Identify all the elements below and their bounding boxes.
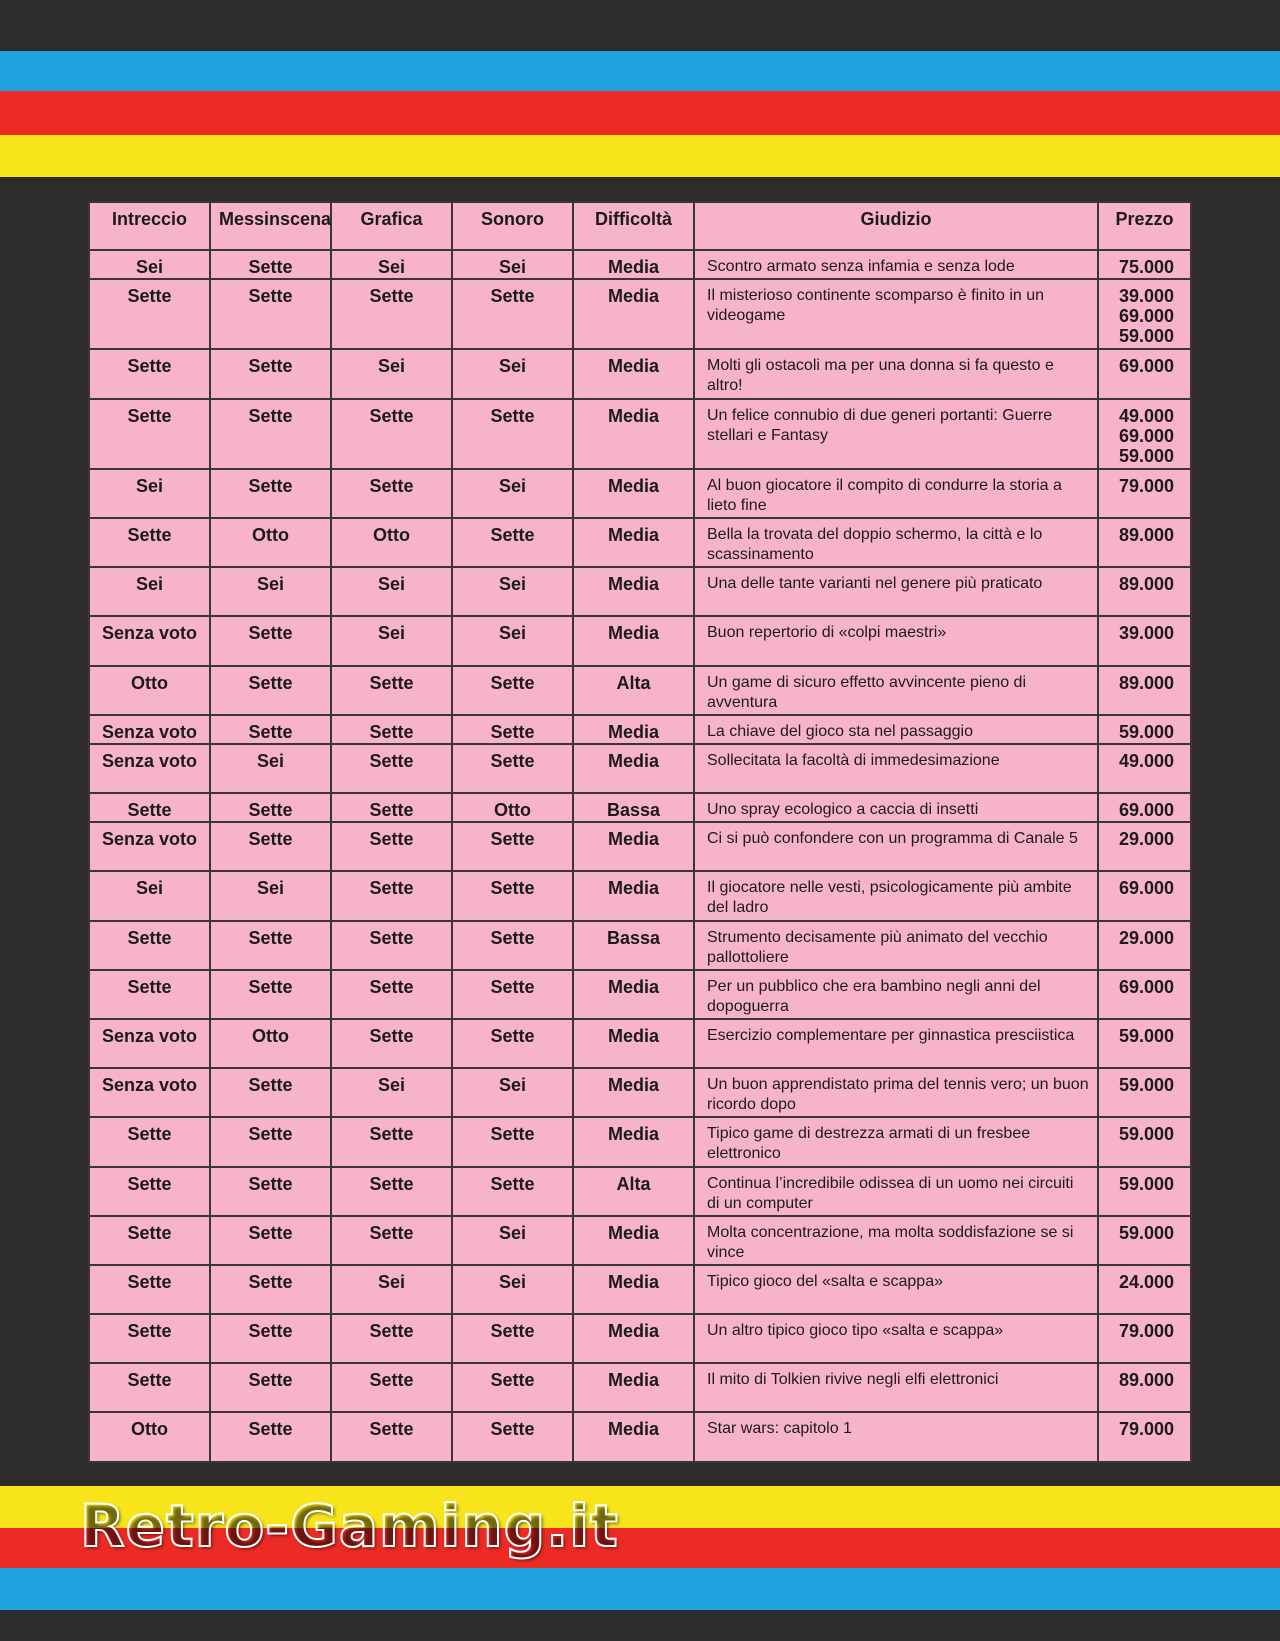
cell-prezzo bbox=[1098, 567, 1191, 616]
cell-intreccio: Sette bbox=[89, 1216, 210, 1265]
cell-messinscena: Sette bbox=[210, 469, 331, 518]
cell-difficolta: Media bbox=[573, 279, 694, 349]
cell-intreccio: Sette bbox=[89, 1265, 210, 1314]
watermark-logo: Retro-Gaming.it bbox=[80, 1492, 619, 1560]
cell-prezzo bbox=[1098, 1216, 1191, 1265]
cell-giudizio: Star wars: capitolo 1 bbox=[694, 1412, 1098, 1462]
cell-sonoro: Sette bbox=[452, 1117, 573, 1166]
cell-giudizio: Ci si può confondere con un programma di Canale 5 bbox=[694, 822, 1098, 871]
cell-grafica: Sette bbox=[331, 921, 452, 970]
cell-grafica: Sei bbox=[331, 349, 452, 398]
table-row bbox=[89, 349, 1191, 398]
price-value: 69.000 bbox=[1118, 976, 1174, 997]
cell-giudizio: Sollecitata la facoltà di immedesimazione bbox=[694, 744, 1098, 793]
cell-difficolta: Media bbox=[573, 1019, 694, 1068]
cell-messinscena: Sette bbox=[210, 1412, 331, 1462]
cell-giudizio: Il mito di Tolkien rivive negli elfi elettronici bbox=[694, 1363, 1098, 1412]
cell-giudizio: Il misterioso continente scomparso è finito in un videogame bbox=[694, 279, 1098, 349]
cell-sonoro: Sette bbox=[452, 822, 573, 871]
table-row bbox=[89, 1265, 1191, 1314]
price-value: 69.000 bbox=[1118, 356, 1174, 377]
cell-grafica: Sette bbox=[331, 1019, 452, 1068]
cell-difficolta: Bassa bbox=[573, 793, 694, 822]
cell-grafica: Sei bbox=[331, 250, 452, 279]
cell-grafica: Sette bbox=[331, 279, 452, 349]
price-value: 59.000 bbox=[1118, 1025, 1174, 1046]
cell-grafica: Sette bbox=[331, 666, 452, 715]
price-value: 29.000 bbox=[1118, 927, 1174, 948]
cell-giudizio: Bella la trovata del doppio schermo, la città e lo scassinamento bbox=[694, 518, 1098, 567]
cell-prezzo bbox=[1098, 793, 1191, 822]
cell-giudizio: Un felice connubio di due generi portanti: Guerre stellari e Fantasy bbox=[694, 399, 1098, 469]
cell-giudizio: Un game di sicuro effetto avvincente pieno di avventura bbox=[694, 666, 1098, 715]
cell-sonoro: Sei bbox=[452, 567, 573, 616]
cell-grafica: Sette bbox=[331, 1167, 452, 1216]
cell-sonoro: Sette bbox=[452, 399, 573, 469]
cell-grafica: Sette bbox=[331, 744, 452, 793]
price-value: 59.000 bbox=[1118, 1222, 1174, 1243]
cell-giudizio: Esercizio complementare per ginnastica presciistica bbox=[694, 1019, 1098, 1068]
cell-grafica: Sette bbox=[331, 1314, 452, 1363]
table-row bbox=[89, 518, 1191, 567]
cell-difficolta: Media bbox=[573, 518, 694, 567]
cell-intreccio: Sette bbox=[89, 970, 210, 1019]
cell-sonoro: Sette bbox=[452, 921, 573, 970]
table-row bbox=[89, 1167, 1191, 1216]
bottom-blue-stripe bbox=[0, 1568, 1280, 1610]
table-row bbox=[89, 715, 1191, 744]
cell-intreccio: Sei bbox=[89, 567, 210, 616]
price-value: 59.000 bbox=[1118, 326, 1174, 347]
cell-prezzo bbox=[1098, 349, 1191, 398]
header-sonoro: Sonoro bbox=[452, 202, 573, 250]
table-row bbox=[89, 1412, 1191, 1462]
table-row bbox=[89, 469, 1191, 518]
cell-sonoro: Sei bbox=[452, 250, 573, 279]
cell-giudizio: Tipico game di destrezza armati di un fresbee elettronico bbox=[694, 1117, 1098, 1166]
cell-grafica: Sei bbox=[331, 567, 452, 616]
cell-intreccio: Sette bbox=[89, 1167, 210, 1216]
cell-grafica: Sei bbox=[331, 616, 452, 665]
cell-giudizio: Una delle tante varianti nel genere più praticato bbox=[694, 567, 1098, 616]
cell-messinscena: Sette bbox=[210, 279, 331, 349]
header-intreccio: Intreccio bbox=[89, 202, 210, 250]
cell-messinscena: Sette bbox=[210, 250, 331, 279]
price-value: 39.000 bbox=[1118, 623, 1174, 644]
price-value: 49.000 bbox=[1118, 750, 1174, 771]
cell-sonoro: Sette bbox=[452, 715, 573, 744]
cell-messinscena: Sette bbox=[210, 616, 331, 665]
cell-messinscena: Sette bbox=[210, 399, 331, 469]
price-value: 89.000 bbox=[1118, 672, 1174, 693]
price-value: 75.000 bbox=[1118, 257, 1174, 277]
cell-intreccio: Sette bbox=[89, 1363, 210, 1412]
cell-messinscena: Sette bbox=[210, 666, 331, 715]
cell-messinscena: Sette bbox=[210, 1117, 331, 1166]
cell-difficolta: Media bbox=[573, 822, 694, 871]
price-value: 39.000 bbox=[1118, 286, 1174, 307]
cell-prezzo bbox=[1098, 616, 1191, 665]
cell-messinscena: Sette bbox=[210, 1314, 331, 1363]
cell-difficolta: Alta bbox=[573, 1167, 694, 1216]
cell-intreccio: Senza voto bbox=[89, 744, 210, 793]
cell-difficolta: Media bbox=[573, 970, 694, 1019]
cell-grafica: Sette bbox=[331, 1117, 452, 1166]
table-row bbox=[89, 279, 1191, 349]
cell-sonoro: Sette bbox=[452, 970, 573, 1019]
cell-intreccio: Senza voto bbox=[89, 1068, 210, 1117]
cell-sonoro: Sette bbox=[452, 1167, 573, 1216]
cell-intreccio: Sette bbox=[89, 518, 210, 567]
table-row bbox=[89, 921, 1191, 970]
cell-intreccio: Senza voto bbox=[89, 715, 210, 744]
cell-difficolta: Alta bbox=[573, 666, 694, 715]
cell-prezzo bbox=[1098, 822, 1191, 871]
cell-intreccio: Sette bbox=[89, 279, 210, 349]
header-messinscena: Messinscena bbox=[210, 202, 331, 250]
cell-giudizio: Strumento decisamente più animato del vecchio pallottoliere bbox=[694, 921, 1098, 970]
cell-messinscena: Sette bbox=[210, 1363, 331, 1412]
price-value: 69.000 bbox=[1118, 800, 1174, 821]
cell-giudizio: La chiave del gioco sta nel passaggio bbox=[694, 715, 1098, 744]
price-value: 59.000 bbox=[1118, 1173, 1174, 1194]
cell-messinscena: Sette bbox=[210, 1068, 331, 1117]
cell-prezzo bbox=[1098, 1412, 1191, 1462]
top-yellow-stripe bbox=[0, 135, 1280, 177]
price-value: 89.000 bbox=[1118, 1370, 1174, 1391]
price-value: 24.000 bbox=[1118, 1271, 1174, 1292]
cell-prezzo bbox=[1098, 1117, 1191, 1166]
cell-giudizio: Uno spray ecologico a caccia di insetti bbox=[694, 793, 1098, 822]
cell-messinscena: Sette bbox=[210, 1216, 331, 1265]
cell-sonoro: Sei bbox=[452, 349, 573, 398]
cell-messinscena: Sette bbox=[210, 1167, 331, 1216]
table-row bbox=[89, 744, 1191, 793]
cell-difficolta: Media bbox=[573, 1314, 694, 1363]
cell-giudizio: Continua l’incredibile odissea di un uomo nei circuiti di un computer bbox=[694, 1167, 1098, 1216]
cell-sonoro: Sette bbox=[452, 518, 573, 567]
cell-messinscena: Sei bbox=[210, 871, 331, 920]
cell-grafica: Sette bbox=[331, 715, 452, 744]
cell-messinscena: Sei bbox=[210, 567, 331, 616]
cell-giudizio: Buon repertorio di «colpi maestri» bbox=[694, 616, 1098, 665]
price-value: 69.000 bbox=[1118, 878, 1174, 899]
cell-intreccio: Sette bbox=[89, 921, 210, 970]
cell-sonoro: Sei bbox=[452, 616, 573, 665]
cell-difficolta: Media bbox=[573, 250, 694, 279]
cell-difficolta: Media bbox=[573, 871, 694, 920]
cell-prezzo bbox=[1098, 1314, 1191, 1363]
cell-grafica: Sette bbox=[331, 1363, 452, 1412]
cell-prezzo bbox=[1098, 399, 1191, 469]
cell-prezzo bbox=[1098, 1068, 1191, 1117]
price-value: 69.000 bbox=[1118, 425, 1174, 446]
table-row bbox=[89, 567, 1191, 616]
header-prezzo: Prezzo bbox=[1098, 202, 1191, 250]
cell-prezzo bbox=[1098, 1363, 1191, 1412]
cell-prezzo bbox=[1098, 970, 1191, 1019]
cell-giudizio: Scontro armato senza infamia e senza lode bbox=[694, 250, 1098, 279]
table-row bbox=[89, 1363, 1191, 1412]
cell-sonoro: Otto bbox=[452, 793, 573, 822]
cell-difficolta: Media bbox=[573, 469, 694, 518]
cell-messinscena: Sette bbox=[210, 921, 331, 970]
cell-prezzo bbox=[1098, 1167, 1191, 1216]
cell-prezzo bbox=[1098, 744, 1191, 793]
cell-grafica: Otto bbox=[331, 518, 452, 567]
cell-messinscena: Sette bbox=[210, 970, 331, 1019]
header-difficolta: Difficoltà bbox=[573, 202, 694, 250]
cell-sonoro: Sette bbox=[452, 1314, 573, 1363]
table-row bbox=[89, 793, 1191, 822]
cell-grafica: Sette bbox=[331, 793, 452, 822]
cell-grafica: Sette bbox=[331, 822, 452, 871]
cell-grafica: Sette bbox=[331, 469, 452, 518]
cell-sonoro: Sette bbox=[452, 1363, 573, 1412]
cell-intreccio: Otto bbox=[89, 666, 210, 715]
table-row bbox=[89, 822, 1191, 871]
cell-intreccio: Otto bbox=[89, 1412, 210, 1462]
cell-prezzo bbox=[1098, 1265, 1191, 1314]
price-value: 79.000 bbox=[1118, 1321, 1174, 1342]
table-row bbox=[89, 666, 1191, 715]
cell-difficolta: Media bbox=[573, 616, 694, 665]
cell-messinscena: Otto bbox=[210, 1019, 331, 1068]
table-row bbox=[89, 871, 1191, 920]
cell-grafica: Sei bbox=[331, 1265, 452, 1314]
price-value: 59.000 bbox=[1118, 721, 1174, 742]
price-value: 49.000 bbox=[1118, 405, 1174, 426]
cell-messinscena: Sette bbox=[210, 793, 331, 822]
cell-prezzo bbox=[1098, 921, 1191, 970]
cell-giudizio: Per un pubblico che era bambino negli anni del dopoguerra bbox=[694, 970, 1098, 1019]
cell-intreccio: Senza voto bbox=[89, 822, 210, 871]
cell-difficolta: Bassa bbox=[573, 921, 694, 970]
cell-grafica: Sette bbox=[331, 871, 452, 920]
header-giudizio: Giudizio bbox=[694, 202, 1098, 250]
cell-intreccio: Sei bbox=[89, 871, 210, 920]
table-row bbox=[89, 1068, 1191, 1117]
cell-intreccio: Sette bbox=[89, 399, 210, 469]
cell-intreccio: Sette bbox=[89, 1314, 210, 1363]
cell-messinscena: Sette bbox=[210, 715, 331, 744]
cell-sonoro: Sei bbox=[452, 469, 573, 518]
cell-difficolta: Media bbox=[573, 715, 694, 744]
cell-sonoro: Sette bbox=[452, 871, 573, 920]
cell-prezzo bbox=[1098, 871, 1191, 920]
cell-grafica: Sette bbox=[331, 1412, 452, 1462]
cell-sonoro: Sei bbox=[452, 1265, 573, 1314]
table-row bbox=[89, 399, 1191, 469]
cell-giudizio: Il giocatore nelle vesti, psicologicamente più ambite del ladro bbox=[694, 871, 1098, 920]
cell-intreccio: Senza voto bbox=[89, 616, 210, 665]
cell-sonoro: Sei bbox=[452, 1068, 573, 1117]
table-row bbox=[89, 1216, 1191, 1265]
cell-messinscena: Sette bbox=[210, 349, 331, 398]
table-row bbox=[89, 250, 1191, 279]
cell-difficolta: Media bbox=[573, 399, 694, 469]
cell-prezzo bbox=[1098, 279, 1191, 349]
cell-sonoro: Sette bbox=[452, 1412, 573, 1462]
cell-difficolta: Media bbox=[573, 567, 694, 616]
cell-difficolta: Media bbox=[573, 1068, 694, 1117]
cell-prezzo bbox=[1098, 715, 1191, 744]
cell-giudizio: Tipico gioco del «salta e scappa» bbox=[694, 1265, 1098, 1314]
cell-sonoro: Sette bbox=[452, 666, 573, 715]
price-value: 79.000 bbox=[1118, 475, 1174, 496]
cell-intreccio: Sei bbox=[89, 469, 210, 518]
cell-intreccio: Sette bbox=[89, 793, 210, 822]
table-row bbox=[89, 1314, 1191, 1363]
table-row bbox=[89, 1117, 1191, 1166]
cell-giudizio: Molti gli ostacoli ma per una donna si fa questo e altro! bbox=[694, 349, 1098, 398]
cell-messinscena: Otto bbox=[210, 518, 331, 567]
ratings-table-panel bbox=[88, 201, 1190, 1463]
cell-difficolta: Media bbox=[573, 744, 694, 793]
cell-grafica: Sette bbox=[331, 970, 452, 1019]
cell-sonoro: Sette bbox=[452, 1019, 573, 1068]
cell-difficolta: Media bbox=[573, 1412, 694, 1462]
cell-intreccio: Senza voto bbox=[89, 1019, 210, 1068]
table-row bbox=[89, 1019, 1191, 1068]
cell-messinscena: Sette bbox=[210, 1265, 331, 1314]
cell-difficolta: Media bbox=[573, 1363, 694, 1412]
header-row bbox=[89, 202, 1191, 250]
cell-prezzo bbox=[1098, 1019, 1191, 1068]
cell-giudizio: Un altro tipico gioco tipo «salta e scappa» bbox=[694, 1314, 1098, 1363]
cell-grafica: Sette bbox=[331, 1216, 452, 1265]
cell-intreccio: Sette bbox=[89, 1117, 210, 1166]
table-row bbox=[89, 970, 1191, 1019]
cell-difficolta: Media bbox=[573, 1216, 694, 1265]
price-value: 29.000 bbox=[1118, 829, 1174, 850]
price-value: 59.000 bbox=[1118, 445, 1174, 466]
cell-giudizio: Molta concentrazione, ma molta soddisfazione se si vince bbox=[694, 1216, 1098, 1265]
price-value: 59.000 bbox=[1118, 1124, 1174, 1145]
price-value: 79.000 bbox=[1118, 1419, 1174, 1440]
cell-prezzo bbox=[1098, 250, 1191, 279]
price-value: 59.000 bbox=[1118, 1075, 1174, 1096]
cell-giudizio: Un buon apprendistato prima del tennis vero; un buon ricordo dopo bbox=[694, 1068, 1098, 1117]
cell-difficolta: Media bbox=[573, 1265, 694, 1314]
cell-sonoro: Sette bbox=[452, 279, 573, 349]
top-red-stripe bbox=[0, 91, 1280, 135]
header-grafica: Grafica bbox=[331, 202, 452, 250]
cell-sonoro: Sette bbox=[452, 744, 573, 793]
cell-messinscena: Sette bbox=[210, 822, 331, 871]
price-value: 69.000 bbox=[1118, 306, 1174, 327]
table-row bbox=[89, 616, 1191, 665]
price-value: 89.000 bbox=[1118, 574, 1174, 595]
cell-difficolta: Media bbox=[573, 349, 694, 398]
ratings-table bbox=[88, 201, 1192, 1463]
cell-prezzo bbox=[1098, 469, 1191, 518]
top-blue-stripe bbox=[0, 51, 1280, 91]
table-body bbox=[89, 250, 1191, 1462]
cell-giudizio: Al buon giocatore il compito di condurre la storia a lieto fine bbox=[694, 469, 1098, 518]
cell-prezzo bbox=[1098, 518, 1191, 567]
cell-prezzo bbox=[1098, 666, 1191, 715]
cell-intreccio: Sette bbox=[89, 349, 210, 398]
cell-intreccio: Sei bbox=[89, 250, 210, 279]
cell-difficolta: Media bbox=[573, 1117, 694, 1166]
cell-sonoro: Sei bbox=[452, 1216, 573, 1265]
price-value: 89.000 bbox=[1118, 525, 1174, 546]
cell-messinscena: Sei bbox=[210, 744, 331, 793]
cell-grafica: Sei bbox=[331, 1068, 452, 1117]
cell-grafica: Sette bbox=[331, 399, 452, 469]
